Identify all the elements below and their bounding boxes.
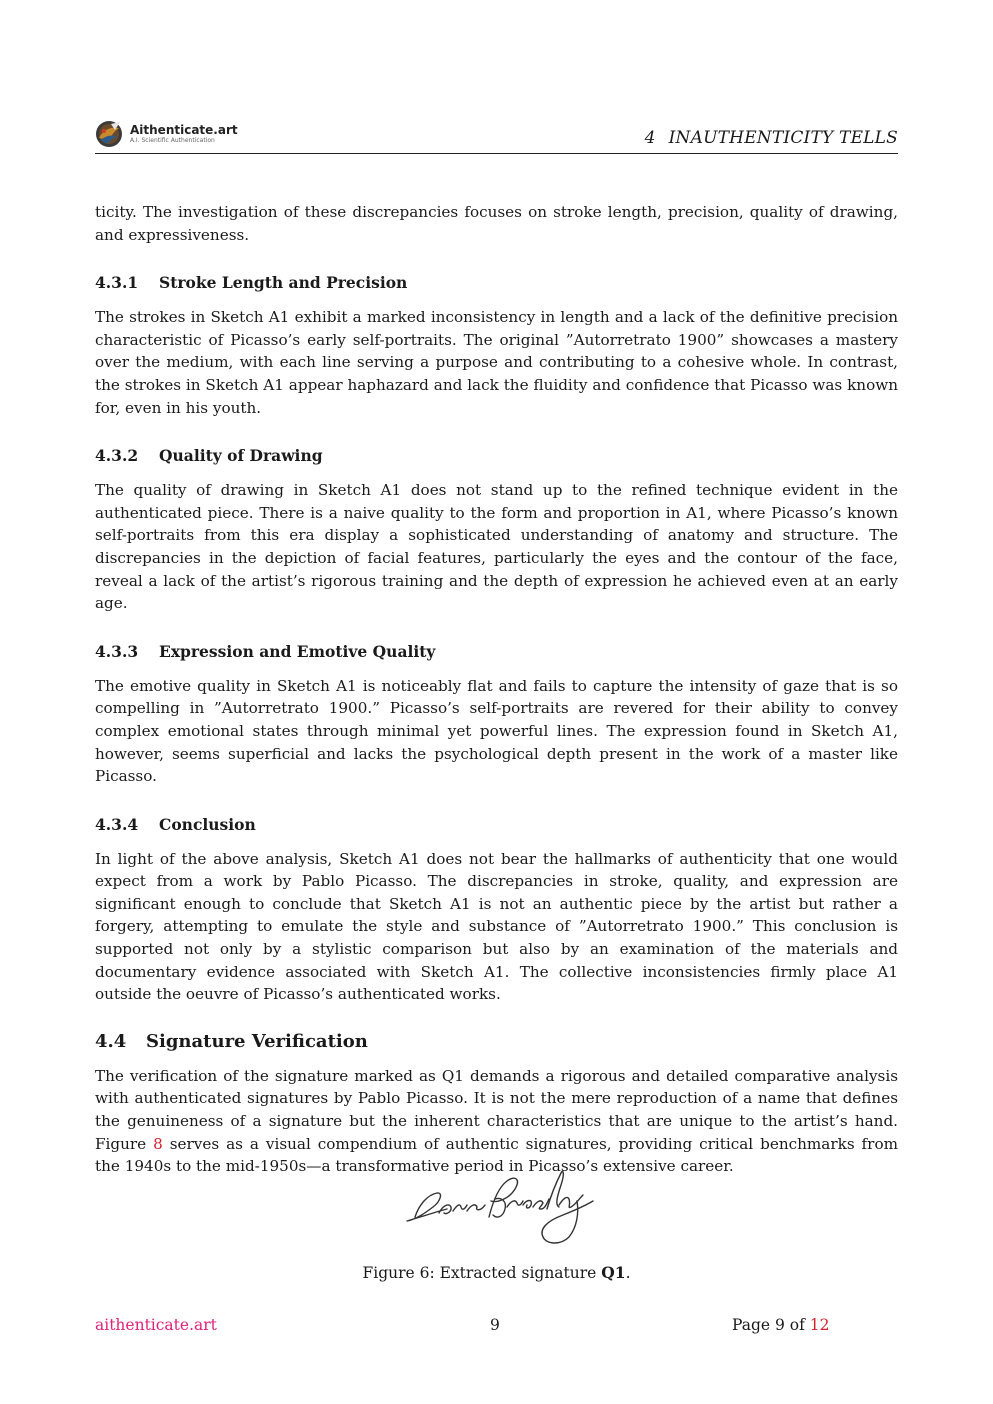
- paper-page: [95, 0, 898, 1404]
- logo-tagline: A.I. Scientific Authentication: [130, 137, 215, 144]
- page-header: [95, 119, 898, 154]
- heading-4-3-4: [95, 814, 898, 836]
- paragraph-text: The verification of the signature marked as Q1 demands a rigorous and detailed comparative analysis with authenticated signatures by Pablo Picasso. It is not the mere reproduction of a name that defines the genuineness of a signature but the inherent characteristics that are unique to the artist’s hand. Figure: [95, 1066, 898, 1153]
- page-of-total: [732, 1316, 830, 1334]
- heading-number: 4.4: [95, 1030, 127, 1052]
- heading-4-3-3: [95, 641, 898, 663]
- paragraph-text: serves as a visual compendium of authentic signatures, providing critical benchmarks from the 1940s to the mid-1950s—a transformative period in Picasso’s extensive career.: [95, 1134, 898, 1176]
- heading-number: 4.3.2: [95, 446, 139, 466]
- caption-text: Figure 6: Extracted signature: [362, 1264, 602, 1282]
- paragraph-4-3-3: The emotive quality in Sketch A1 is noticeably flat and fails to capture the intensity of gaze that is so compelling in ”Autorretrato 1900.” Picasso’s self-portraits are revered for their ability to convey complex emotional states through minimal yet powerful lines. The expression found in Sketch A1, however, seems superficial and lacks the psychological depth present in the work of a master like Picasso.: [95, 676, 898, 786]
- page-of-text: Page 9 of: [732, 1316, 810, 1334]
- heading-4-3-2: [95, 445, 898, 467]
- paragraph-4-3-2: The quality of drawing in Sketch A1 does not stand up to the refined technique evident in the authenticated piece. There is a naive quality to the form and proportion in A1, where Picasso’s known self-portraits from this era display a sophisticated understanding of anatomy and structure. The discrepancies in the depiction of facial features, particularly the eyes and the contour of the face, reveal a lack of the artist’s rigorous training and the depth of expression he achieved even at an early age.: [95, 481, 898, 613]
- main-content: [95, 201, 898, 1178]
- total-pages-link[interactable]: 12: [809, 1316, 830, 1334]
- figure-6: [95, 1165, 898, 1283]
- running-head: [645, 128, 898, 148]
- page-footer: [95, 1316, 898, 1338]
- heading-4-4: [95, 1030, 898, 1054]
- signature-image: [397, 1165, 597, 1247]
- page-number: 9: [490, 1316, 500, 1334]
- heading-title: Signature Verification: [146, 1030, 368, 1052]
- running-head-number: 4: [644, 128, 656, 148]
- logo: [95, 119, 238, 149]
- running-head-title: INAUTHENTICITY TELLS: [668, 128, 898, 148]
- paragraph-4-4: [95, 1065, 898, 1178]
- palette-icon: [95, 120, 123, 148]
- figure-reference-link[interactable]: 8: [153, 1134, 163, 1153]
- site-link[interactable]: aithenticate.art: [95, 1316, 217, 1334]
- heading-title: Conclusion: [159, 814, 256, 834]
- heading-number: 4.3.4: [95, 814, 139, 834]
- intro-paragraph: ticity. The investigation of these discrepancies focuses on stroke length, precision, quality of drawing, and expressiveness.: [95, 203, 898, 244]
- caption-suffix: .: [625, 1264, 631, 1282]
- heading-4-3-1: [95, 272, 898, 294]
- paragraph-4-3-4: In light of the above analysis, Sketch A1 does not bear the hallmarks of authenticity that one would expect from a work by Pablo Picasso. The discrepancies in stroke, quality, and expression are significant enough to conclude that Sketch A1 is not an authentic piece by the artist but rather a forgery, attempting to emulate the style and substance of ”Autorretrato 1900.” This conclusion is supported not only by a stylistic comparison but also by an examination of the materials and documentary evidence associated with Sketch A1. The collective inconsistencies firmly place A1 outside the oeuvre of Picasso’s authenticated works.: [95, 849, 898, 1004]
- heading-number: 4.3.1: [95, 273, 139, 293]
- heading-number: 4.3.3: [95, 641, 139, 661]
- caption-label: Q1: [601, 1263, 626, 1282]
- logo-name: Aithenticate.art: [130, 123, 238, 137]
- heading-title: Quality of Drawing: [159, 446, 323, 466]
- paragraph-4-3-1: The strokes in Sketch A1 exhibit a marked inconsistency in length and a lack of the definitive precision characteristic of Picasso’s early self-portraits. The original ”Autorretrato 1900” showcases a mastery over the medium, with each line serving a purpose and contributing to a cohesive whole. In contrast, the strokes in Sketch A1 appear haphazard and lack the fluidity and confidence that Picasso was known for, even in his youth.: [95, 308, 898, 417]
- heading-title: Expression and Emotive Quality: [159, 641, 436, 661]
- figure-caption: [95, 1263, 898, 1283]
- heading-title: Stroke Length and Precision: [159, 273, 408, 293]
